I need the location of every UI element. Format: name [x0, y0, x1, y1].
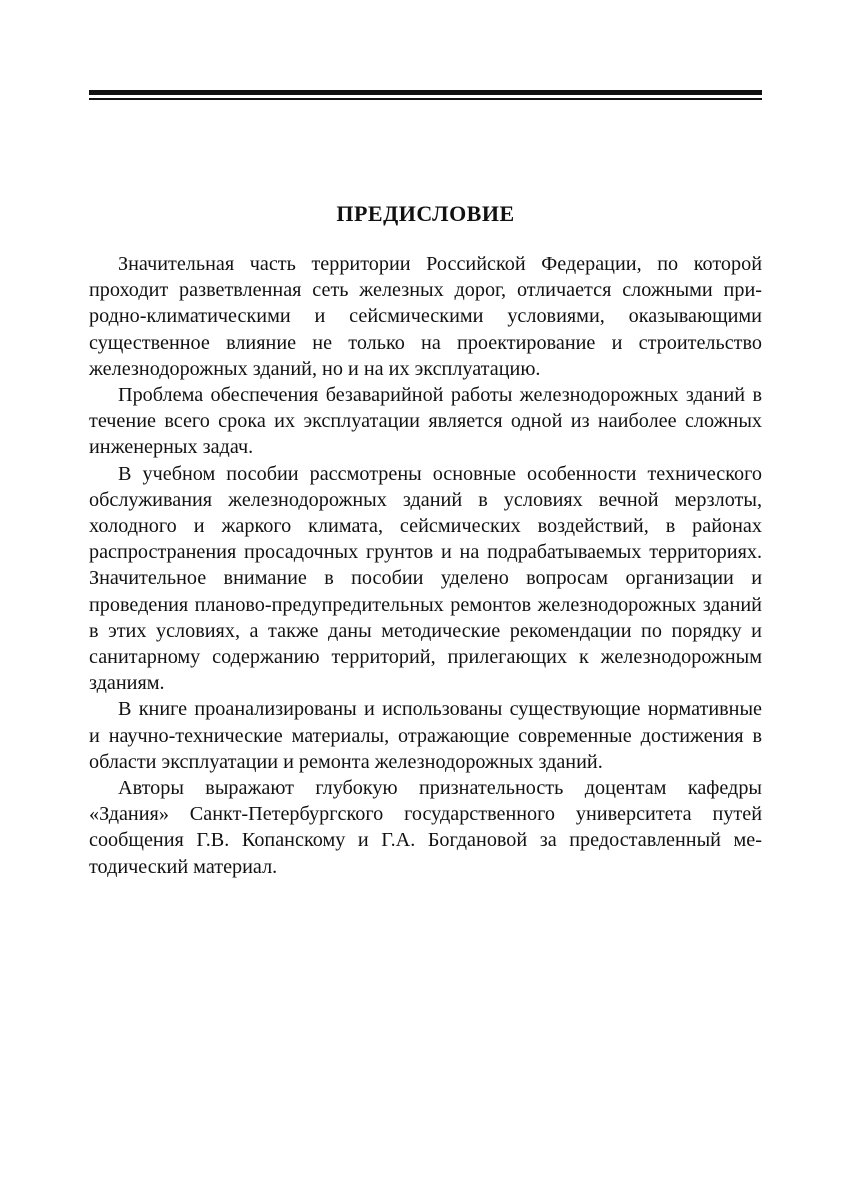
- paragraph-3: В учебном пособии рассмотрены основные особенности технического обслуживания железнодорожных зданий в условиях вечной мерзлоты, холодного и жаркого климата, сейсмических воздействий, в районах распространения просадочных грунтов и на подрабатываемых территориях. Значительное внимание в пособии уделено вопросам организации и проведения планово-предупредительных ремонтов железнодорожных зданий в этих условиях, а также даны методические рекомендации по порядку и санитарному содержанию территорий, прилегающих к железнодорожным зданиям.: [89, 462, 762, 695]
- header-rule-thin: [89, 98, 762, 100]
- page-title: ПРЕДИСЛОВИЕ: [336, 201, 515, 226]
- paragraph-4: В книге проанализированы и использованы существующие нормативные и научно-технические материалы, отражающие современные достижения в области эксплуатации и ремонта железнодорожных зданий.: [89, 698, 762, 773]
- preface-body: [89, 251, 762, 880]
- header-rule-thick: [89, 90, 762, 95]
- paragraph-5: Авторы выражают глубокую признательность доцентам кафедры «Здания» Санкт-Петербургского государственного университета путей сообщения Г.В. Копанскому и Г.А. Богдановой за предоставленный методический материал.: [89, 777, 762, 878]
- paragraph-1: Значительная часть территории Российской Федерации, по которой проходит разветвленная сеть железных дорог, отличается сложными природно-климатическими и сейсмическими условиями, оказывающими существенное влияние не только на проектирование и строительство железнодорожных зданий, но и на их эксплуатацию.: [89, 253, 762, 380]
- paragraph-2: Проблема обеспечения безаварийной работы железнодорожных зданий в течение всего срока их эксплуатации является одной из наиболее сложных инженерных задач.: [89, 384, 762, 459]
